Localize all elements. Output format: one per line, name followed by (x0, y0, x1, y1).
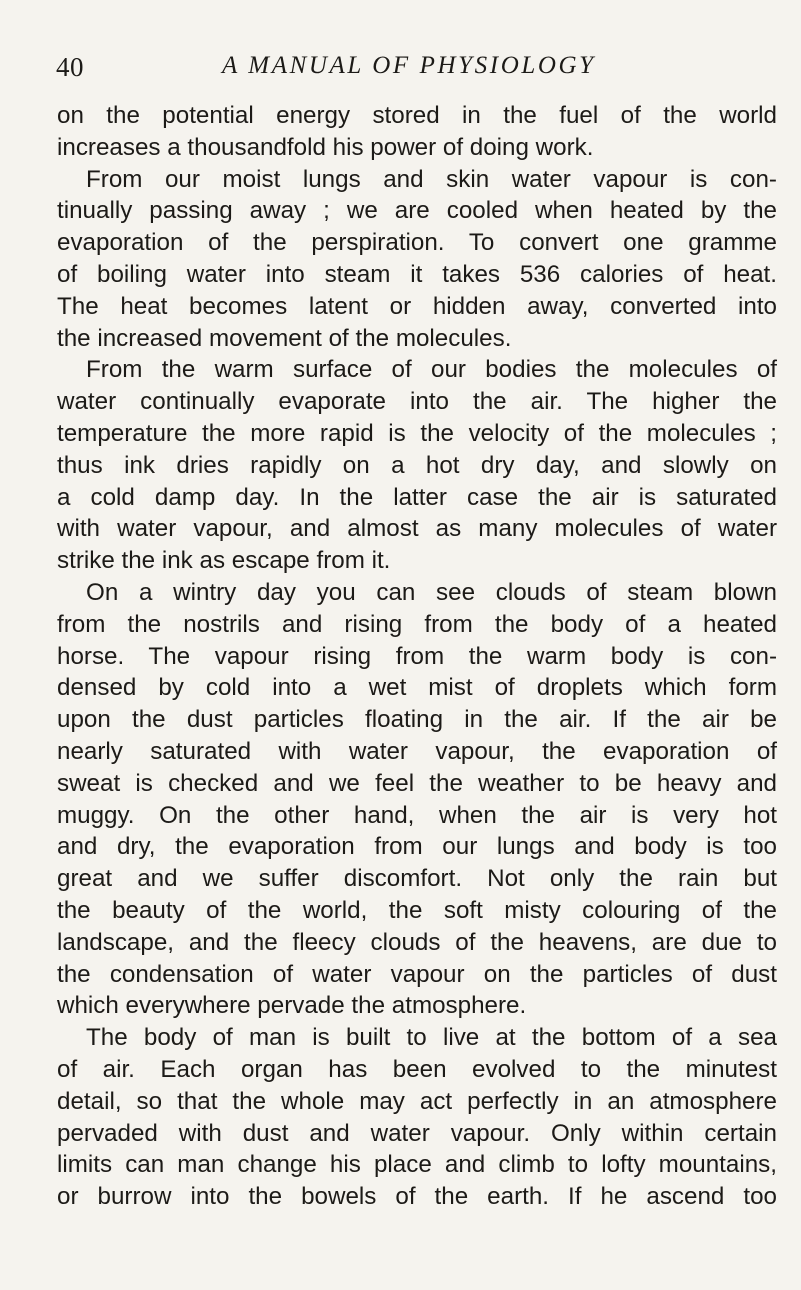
text-line: on the potential energy stored in the fuel of the world (57, 102, 777, 129)
text-line: On a wintry day you can see clouds of steam blown (86, 578, 777, 606)
text-line: From the warm surface of our bodies the molecules of (86, 356, 777, 384)
text-line: From our moist lungs and skin water vapour is con- (86, 165, 777, 193)
text-line: muggy. On the other hand, when the air is very hot (57, 801, 777, 829)
text-line: strike the ink as escape from it. (57, 547, 391, 575)
text-line: the increased movement of the molecules. (57, 324, 512, 352)
text-line: water continually evaporate into the air. The higher the (57, 388, 777, 416)
text-line: with water vapour, and almost as many molecules of water (57, 515, 777, 543)
text-line: of air. Each organ has been evolved to the minutest (57, 1055, 777, 1083)
text-line: or burrow into the bowels of the earth. If he ascend too (57, 1183, 777, 1211)
text-line: temperature the more rapid is the velocity of the molecules ; (57, 419, 777, 447)
text-line: sweat is checked and we feel the weather to be heavy and (57, 769, 777, 797)
text-line: which everywhere pervade the atmosphere. (57, 992, 527, 1020)
text-line: landscape, and the fleecy clouds of the heavens, are due to (57, 928, 777, 956)
text-line: thus ink dries rapidly on a hot dry day, and slowly on (57, 451, 777, 479)
text-line: detail, so that the whole may act perfectly in an atmosphere (57, 1087, 777, 1115)
running-head (56, 52, 756, 86)
text-line: evaporation of the perspiration. To convert one gramme (57, 229, 777, 257)
text-line: densed by cold into a wet mist of droplets which form (57, 674, 777, 702)
text-line: a cold damp day. In the latter case the air is saturated (57, 483, 777, 511)
text-line: limits can man change his place and climb to lofty mountains, (57, 1151, 777, 1179)
text-line: The body of man is built to live at the bottom of a sea (86, 1024, 777, 1052)
page-number: 40 (56, 52, 84, 82)
text-line: tinually passing away ; we are cooled when heated by the (57, 197, 777, 225)
text-line: the condensation of water vapour on the particles of dust (57, 960, 777, 988)
text-line: increases a thousandfold his power of doing work. (57, 133, 594, 161)
running-title: A MANUAL OF PHYSIOLOGY (222, 52, 596, 79)
text-line: of boiling water into steam it takes 536 calories of heat. (57, 260, 777, 288)
text-line: nearly saturated with water vapour, the evaporation of (57, 737, 777, 765)
text-line: the beauty of the world, the soft misty colouring of the (57, 896, 777, 924)
text-line: pervaded with dust and water vapour. Only within certain (57, 1119, 777, 1147)
body-text (57, 100, 777, 1213)
text-line: from the nostrils and rising from the body of a heated (57, 610, 777, 638)
text-line: and dry, the evaporation from our lungs and body is too (57, 833, 777, 861)
text-line: great and we suffer discomfort. Not only the rain but (57, 865, 777, 893)
text-line: horse. The vapour rising from the warm body is con- (57, 642, 777, 670)
text-line: upon the dust particles floating in the air. If the air be (57, 706, 777, 734)
text-line: The heat becomes latent or hidden away, converted into (57, 292, 777, 320)
